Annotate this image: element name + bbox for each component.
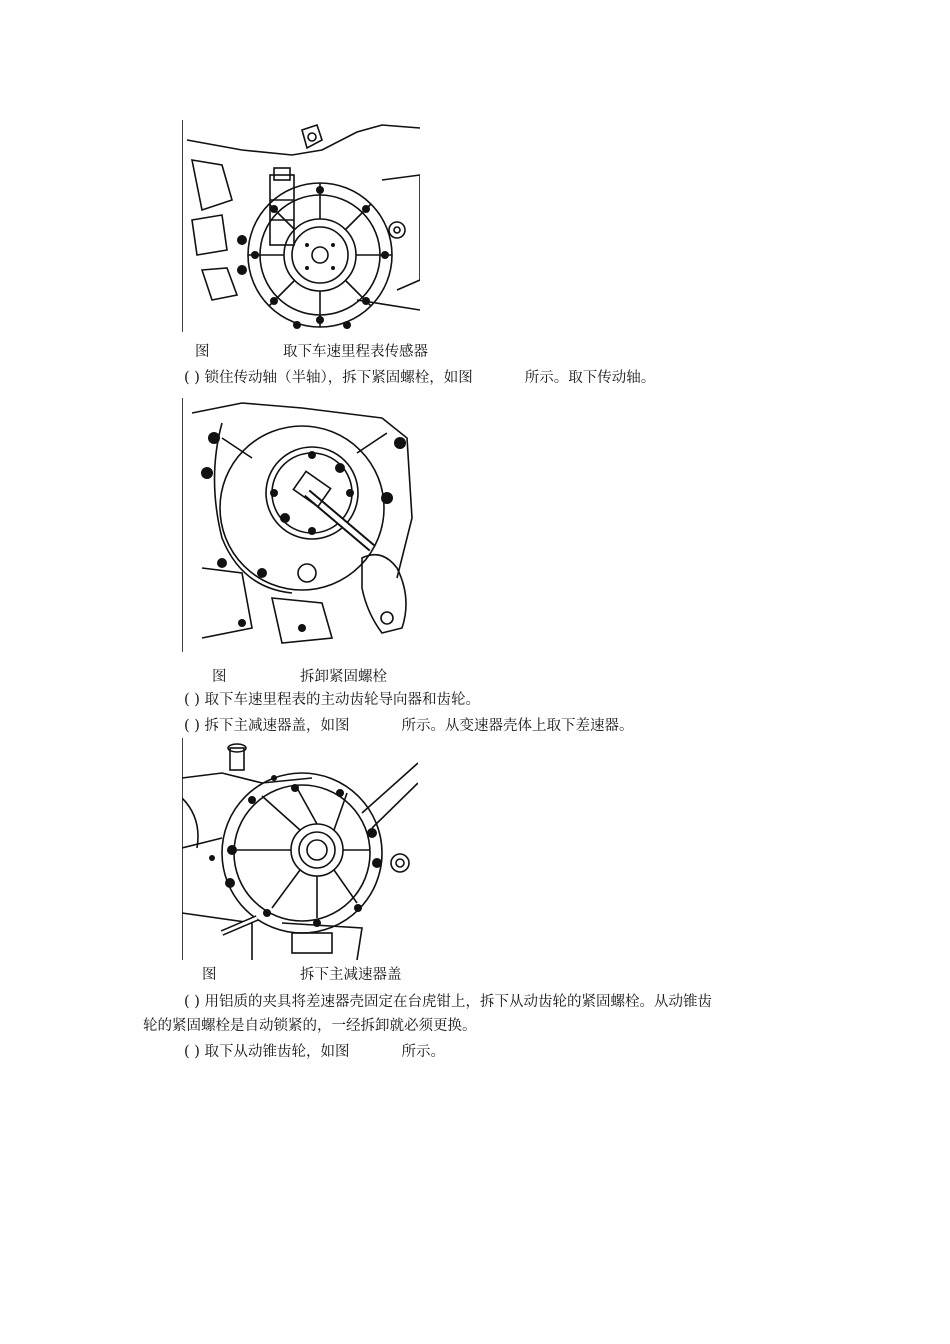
step-5 [184, 1042, 445, 1062]
step-4-line-1: ( ) 用铝质的夹具将差速器壳固定在台虎钳上，拆下从动齿轮的紧固螺栓。从动锥齿 [184, 994, 713, 1010]
step-1-text-a: ( ) 锁住传动轴（半轴），拆下紧固螺栓，如图 [184, 370, 473, 386]
step-1 [184, 368, 655, 388]
figure-1-speedometer-sensor [182, 120, 420, 332]
figure-3-final-drive-cover [182, 738, 418, 960]
step-3 [184, 716, 634, 736]
figure-1-drawing [182, 120, 420, 332]
figure-1-caption-prefix: 图 [195, 344, 210, 360]
figure-3-drawing [182, 738, 418, 960]
step-3-text-b: 所示。从变速器壳体上取下差速器。 [401, 718, 634, 734]
figure-3-caption-prefix: 图 [202, 967, 217, 983]
figure-2-caption: 拆卸紧固螺栓 [300, 669, 387, 685]
figure-2-caption-prefix: 图 [212, 669, 227, 685]
figure-1-caption: 取下车速里程表传感器 [283, 344, 428, 360]
figure-2-drawing [182, 398, 420, 652]
step-5-text-a: ( ) 取下从动锥齿轮，如图 [184, 1044, 350, 1060]
step-4-line-2: 轮的紧固螺栓是自动锁紧的，一经拆卸就必须更换。 [143, 1018, 477, 1034]
step-5-text-b: 所示。 [401, 1044, 446, 1060]
figure-3-caption: 拆下主减速器盖 [300, 967, 402, 983]
step-3-text-a: ( ) 拆下主减速器盖，如图 [184, 718, 350, 734]
step-1-text-b: 所示。取下传动轴。 [524, 370, 656, 386]
step-2: ( ) 取下车速里程表的主动齿轮导向器和齿轮。 [184, 692, 481, 708]
figure-2-remove-bolts [182, 398, 420, 652]
